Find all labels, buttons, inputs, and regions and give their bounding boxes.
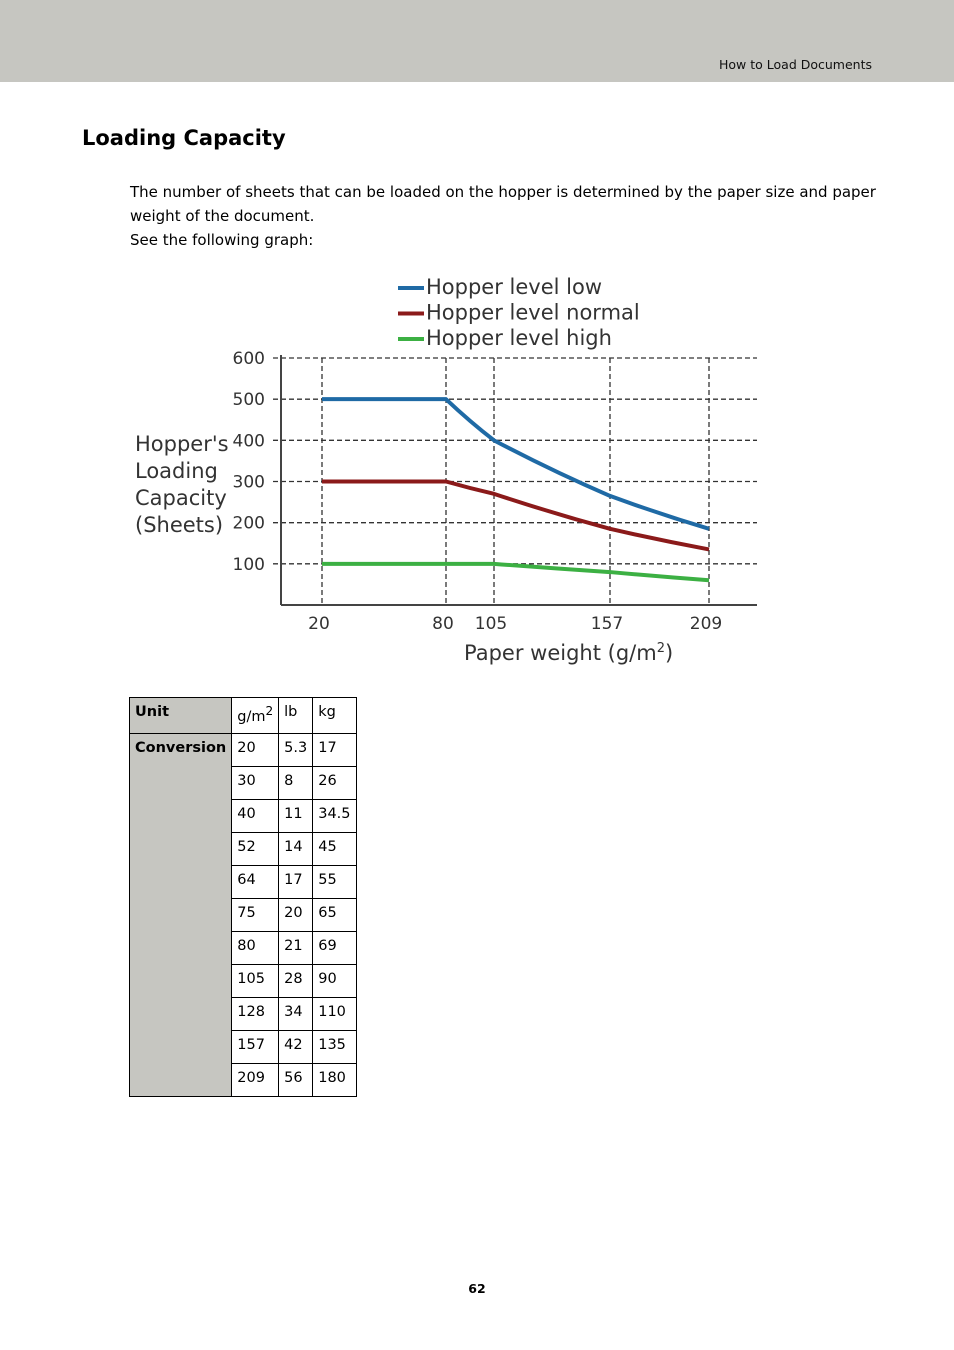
cell-gsm: 52 [232, 833, 279, 866]
conversion-table [129, 697, 357, 1097]
cell-gsm: 40 [232, 800, 279, 833]
cell-gsm: 20 [232, 734, 279, 767]
legend-entry: Hopper level normal [426, 300, 640, 325]
cell-gsm: 157 [232, 1031, 279, 1064]
page-number: 62 [468, 1281, 486, 1296]
legend-entry: Hopper level high [426, 326, 612, 350]
conversion-label: Conversion [130, 734, 232, 1097]
cell-kg: 180 [313, 1064, 356, 1097]
cell-kg: 135 [313, 1031, 356, 1064]
legend-entry: Hopper level low [426, 275, 602, 299]
cell-lb: 17 [279, 866, 313, 899]
x-tick-label: 80 [432, 614, 454, 634]
cell-lb: 28 [279, 965, 313, 998]
y-tick-label: 200 [232, 513, 265, 534]
table-header-row [130, 698, 357, 734]
header-title: How to Load Documents [719, 57, 872, 72]
cell-lb: 34 [279, 998, 313, 1031]
cell-lb: 21 [279, 932, 313, 965]
cell-kg: 110 [313, 998, 356, 1031]
unit-kg-header: kg [313, 698, 356, 734]
cell-gsm: 64 [232, 866, 279, 899]
table-row [130, 734, 357, 767]
cell-gsm: 80 [232, 932, 279, 965]
y-tick-label: 600 [232, 349, 265, 369]
cell-kg: 34.5 [313, 800, 356, 833]
x-axis-label-sup: 2 [656, 641, 665, 656]
section-heading: Loading Capacity [82, 126, 286, 150]
cell-gsm: 128 [232, 998, 279, 1031]
cell-gsm: 209 [232, 1064, 279, 1097]
y-tick-label: 400 [232, 431, 265, 452]
intro-text [130, 180, 890, 252]
cell-gsm: 105 [232, 965, 279, 998]
x-axis-label-main: Paper weight (g/m [464, 641, 657, 665]
x-axis-label-suffix: ) [664, 641, 674, 665]
cell-kg: 65 [313, 899, 356, 932]
loading-capacity-chart [130, 268, 770, 673]
cell-lb: 56 [279, 1064, 313, 1097]
x-tick-label: 157 [590, 614, 624, 634]
unit-gsm-text: g/m [237, 708, 266, 725]
cell-lb: 14 [279, 833, 313, 866]
cell-lb: 5.3 [279, 734, 313, 767]
y-axis-label: Hopper's [135, 432, 229, 456]
unit-label: Unit [130, 698, 232, 734]
series-line [322, 564, 709, 580]
unit-gsm-sup: 2 [265, 704, 274, 718]
x-tick-label: 105 [474, 614, 508, 634]
cell-kg: 69 [313, 932, 356, 965]
cell-kg: 55 [313, 866, 356, 899]
y-axis-label: Loading [135, 459, 218, 483]
y-tick-label: 300 [232, 472, 265, 493]
intro-paragraph-graph-ref: See the following graph: [130, 231, 314, 249]
cell-lb: 8 [279, 767, 313, 800]
cell-gsm: 30 [232, 767, 279, 800]
x-tick-label: 209 [689, 614, 723, 634]
y-tick-label: 500 [232, 390, 265, 411]
unit-lb-header: lb [279, 698, 313, 734]
y-axis-label: (Sheets) [135, 513, 224, 537]
series-line [322, 399, 709, 529]
cell-kg: 45 [313, 833, 356, 866]
cell-gsm: 75 [232, 899, 279, 932]
cell-lb: 20 [279, 899, 313, 932]
cell-lb: 11 [279, 800, 313, 833]
cell-kg: 90 [313, 965, 356, 998]
header-band [0, 0, 954, 82]
intro-paragraph: The number of sheets that can be loaded on the hopper is determined by the paper size and paper weight of the document. [130, 183, 876, 225]
series-line [322, 482, 709, 550]
cell-lb: 42 [279, 1031, 313, 1064]
x-axis-label [464, 641, 673, 665]
y-tick-label: 100 [232, 554, 265, 575]
cell-kg: 26 [313, 767, 356, 800]
y-axis-label: Capacity [135, 486, 227, 510]
cell-kg: 17 [313, 734, 356, 767]
x-tick-label: 20 [308, 614, 330, 634]
unit-gsm-header [232, 698, 279, 734]
